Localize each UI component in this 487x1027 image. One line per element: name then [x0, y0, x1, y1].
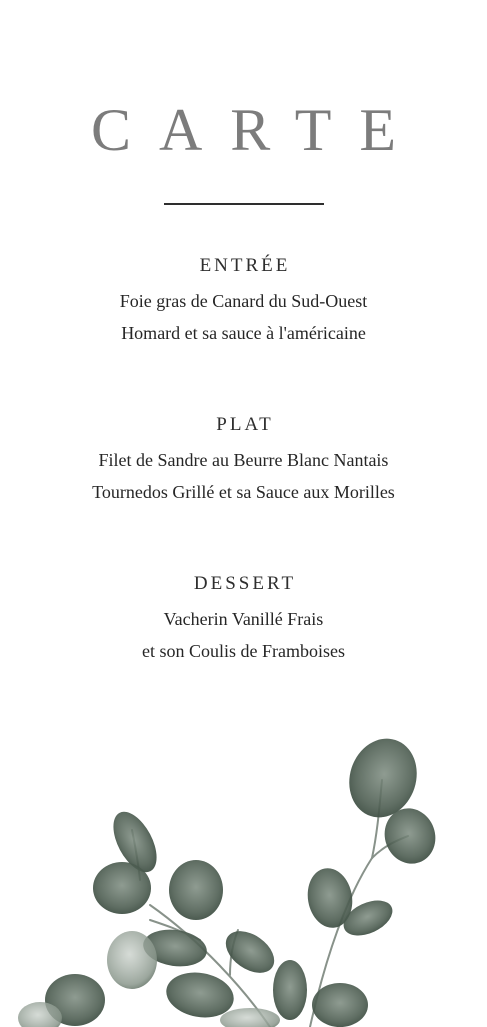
section-heading-plat: PLAT: [216, 414, 274, 435]
leaf-cluster: [18, 730, 443, 1027]
section-plat: [0, 412, 487, 508]
section-dessert: [0, 571, 487, 667]
section-entree: [0, 253, 487, 349]
dish-item: Vacherin Vanillé Frais: [163, 609, 324, 629]
section-heading-dessert: DESSERT: [193, 573, 297, 594]
dish-item: Homard et sa sauce à l'américaine: [121, 323, 366, 343]
leaf: [107, 931, 157, 989]
leaf: [169, 860, 223, 920]
menu-title: CARTE: [90, 97, 425, 163]
title-divider: [164, 203, 324, 205]
leaf: [273, 960, 307, 1020]
dish-item: Filet de Sandre au Beurre Blanc Nantais: [98, 450, 389, 470]
leaf: [218, 923, 282, 982]
leaf: [93, 862, 151, 914]
dish-item: Tournedos Grillé et sa Sauce aux Morilles: [92, 482, 395, 502]
leaf: [220, 1008, 280, 1027]
leaf: [312, 983, 368, 1027]
eucalyptus-foliage-illustration: [0, 720, 487, 1027]
dish-item: et son Coulis de Framboises: [142, 641, 345, 661]
dish-item: Foie gras de Canard du Sud-Ouest: [119, 291, 368, 311]
section-heading-entree: ENTRÉE: [199, 255, 291, 276]
